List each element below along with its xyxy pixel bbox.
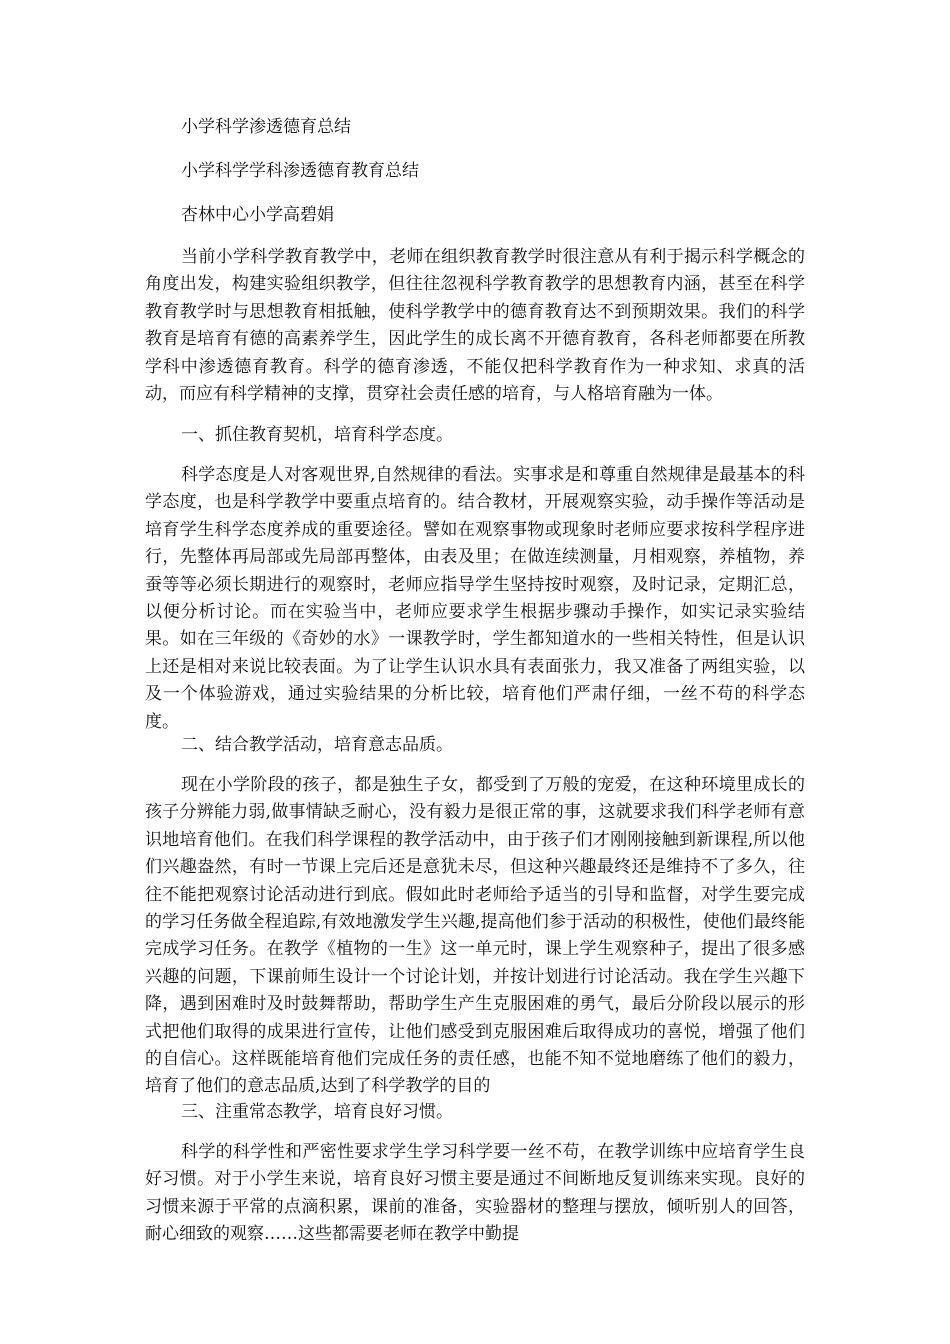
section-heading-1: 一、抓住教育契机，培育科学态度。 [181, 425, 453, 445]
section-heading-3: 三、注重常态教学，培育良好习惯。 [181, 1102, 453, 1122]
intro-paragraph: 当前小学科学教育教学中，老师在组织教育教学时很注意从有利于揭示科学概念的角度出发，构建实验组织教学，但往往忽视科学教育教学的思想教育内涵，甚至在科学教育教学时与思想教育相抵触，使科学教学中的德育教育达不到预期效果。我们的科学教育是培育有德的高素养学生，因此学生的成长离不开德育教育，各科老师都要在所教学科中渗透德育教育。科学的德育渗透，不能仅把科学教育作为一种求知、求真的活动，而应有科学精神的支撑，贯穿社会责任感的培育，与人格培育融为一体。 [145, 247, 805, 405]
section-body-3: 科学的科学性和严密性要求学生学习科学要一丝不苟，在教学训练中应培育学生良好习惯。对于小学生来说，培育良好习惯主要是通过不间断地反复训练来实现。良好的习惯来源于平常的点滴积累，课前的准备，实验器材的整理与摆放，倾听别人的回答，耐心细致的观察……这些都需要老师在教学中勤提 [145, 1142, 805, 1245]
section-body-1: 科学态度是人对客观世界,自然规律的看法。实事求是和尊重自然规律是最基本的科学态度，也是科学教学中要重点培育的。结合教材，开展观察实验，动手操作等活动是培育学生科学态度养成的重要途径。譬如在观察事物或现象时老师应要求按科学程序进行，先整体再局部或先局部再整体，由表及里；在做连续测量，月相观察，养植物，养蚕等等必须长期进行的观察时，老师应指导学生坚持按时观察，及时记录，定期汇总，以便分析讨论。而在实验当中，老师应要求学生根据步骤动手操作，如实记录实验结果。如在三年级的《奇妙的水》一课教学时，学生都知道水的一些相关特性，但是认识上还是相对来说比较表面。为了让学生认识水具有表面张力，我又准备了两组实验，以及一个体验游戏，通过实验结果的分析比较，培育他们严肃仔细，一丝不苟的科学态度。 [145, 465, 805, 732]
section-heading-2: 二、结合教学活动，培育意志品质。 [181, 735, 453, 755]
document-author: 杏林中心小学高碧娟 [181, 205, 334, 225]
document-title: 小学科学渗透德育总结 [181, 117, 351, 137]
section-body-2: 现在小学阶段的孩子，都是独生子女，都受到了万般的宠爱，在这种环境里成长的孩子分辨能力弱,做事情缺乏耐心，没有毅力是很正常的事，这就要求我们科学老师有意识地培育他们。在我们科学课程的教学活动中，由于孩子们才刚刚接触到新课程,所以他们兴趣盎然，有时一节课上完后还是意犹未尽，但这种兴趣最终还是维持不了多久，往往不能把观察讨论活动进行到底。假如此时老师给予适当的引导和监督，对学生要完成的学习任务做全程追踪,有效地激发学生兴趣,提高他们参于活动的积极性，使他们最终能完成学习任务。在教学《植物的一生》这一单元时，课上学生观察种子，提出了很多感兴趣的问题，下课前师生设计一个讨论计划，并按计划进行讨论活动。我在学生兴趣下降，遇到困难时及时鼓舞帮助，帮助学生产生克服困难的勇气，最后分阶段以展示的形式把他们取得的成果进行宣传，让他们感受到克服困难后取得成功的喜悦，增强了他们的自信心。这样既能培育他们完成任务的责任感，也能不知不觉地磨练了他们的毅力，培育了他们的意志品质,达到了科学教学的目的 [145, 775, 805, 1097]
document-subtitle: 小学科学学科渗透德育教育总结 [181, 161, 419, 181]
